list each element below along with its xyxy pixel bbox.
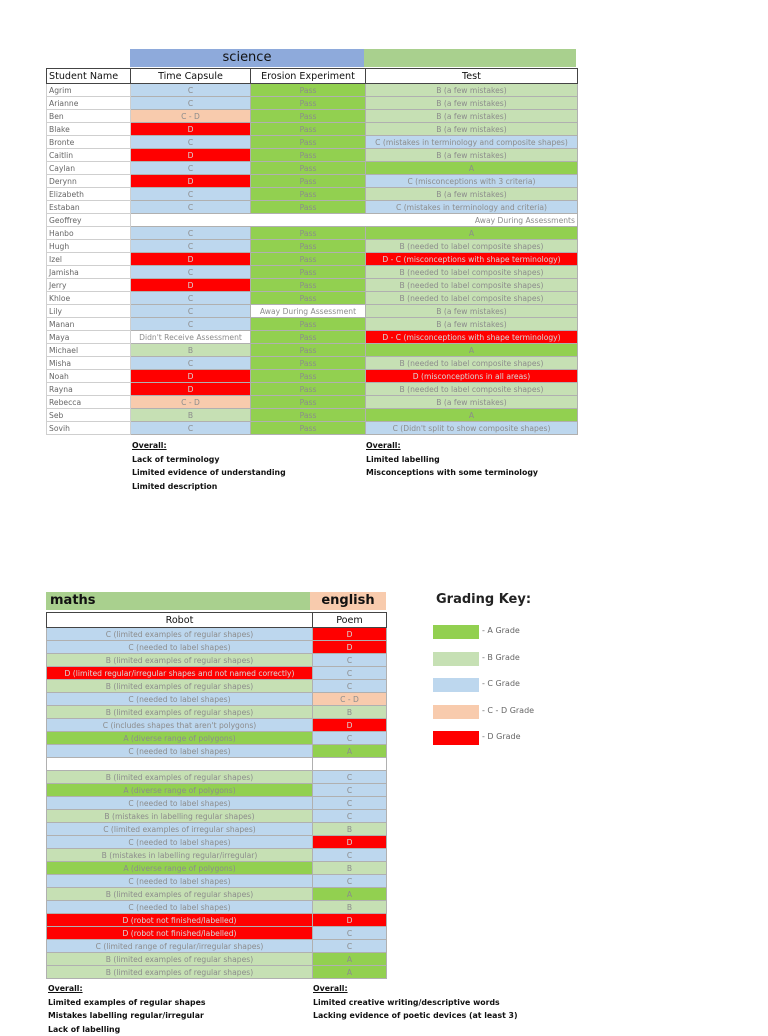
time-capsule-grade: C - D (131, 396, 251, 409)
student-name: Derynn (47, 175, 131, 188)
overall-note: Lacking evidence of poetic devices (at least 3) (313, 1009, 518, 1023)
grade-swatch (433, 678, 479, 692)
erosion-experiment-grade: Pass (251, 279, 366, 292)
table-row (47, 292, 578, 305)
test-grade: D (misconceptions in all areas) (366, 370, 578, 383)
student-name: Noah (47, 370, 131, 383)
table-row (47, 162, 578, 175)
poem-grade: C (313, 810, 387, 823)
table-row (47, 654, 387, 667)
table-row (47, 188, 578, 201)
test-grade: A (366, 162, 578, 175)
test-grade: B (a few mistakes) (366, 396, 578, 409)
student-name: Rayna (47, 383, 131, 396)
test-grade: A (366, 409, 578, 422)
overall-note: Misconceptions with some terminology (366, 466, 538, 480)
table-row (47, 409, 578, 422)
poem-grade: A (313, 745, 387, 758)
robot-header: Robot (47, 613, 313, 628)
time-capsule-grade: C (131, 292, 251, 305)
time-capsule-grade: C (131, 305, 251, 318)
grade-label: - A Grade (482, 626, 520, 635)
test-grade: B (a few mistakes) (366, 318, 578, 331)
table-row (47, 136, 578, 149)
student-name: Manan (47, 318, 131, 331)
robot-grade: B (limited examples of regular shapes) (47, 953, 313, 966)
time-capsule-grade: D (131, 123, 251, 136)
test-grade: B (a few mistakes) (366, 110, 578, 123)
robot-grade: B (limited examples of regular shapes) (47, 706, 313, 719)
table-row (47, 914, 387, 927)
absence-note: Away During Assessments (131, 214, 578, 227)
robot-grade: C (limited range of regular/irregular shapes) (47, 940, 313, 953)
time-capsule-grade: D (131, 370, 251, 383)
table-row (47, 331, 578, 344)
table-row (47, 901, 387, 914)
time-capsule-grade: C (131, 136, 251, 149)
time-capsule-grade: D (131, 149, 251, 162)
table-row (47, 253, 578, 266)
erosion-experiment-grade: Pass (251, 253, 366, 266)
poem-grade: D (313, 914, 387, 927)
time-capsule-grade: C (131, 318, 251, 331)
table-row (47, 149, 578, 162)
table-row (47, 357, 578, 370)
poem-grade: D (313, 641, 387, 654)
erosion-experiment-grade: Pass (251, 227, 366, 240)
overall-heading: Overall: (48, 982, 206, 996)
table-row (47, 849, 387, 862)
overall-note: Mistakes labelling regular/irregular (48, 1009, 206, 1023)
overall-heading: Overall: (132, 439, 286, 453)
robot-grade: C (needed to label shapes) (47, 836, 313, 849)
poem-grade: D (313, 836, 387, 849)
grading-key-title: Grading Key: (436, 592, 531, 607)
robot-grade: D (robot not finished/labelled) (47, 914, 313, 927)
time-capsule-grade: C (131, 266, 251, 279)
time-capsule-grade: D (131, 253, 251, 266)
erosion-experiment-grade: Pass (251, 162, 366, 175)
table-row (47, 370, 578, 383)
test-grade: C (misconceptions with 3 criteria) (366, 175, 578, 188)
time-capsule-grade: C - D (131, 110, 251, 123)
robot-grade: C (limited examples of irregular shapes) (47, 823, 313, 836)
time-capsule-grade: C (131, 188, 251, 201)
erosion-experiment-grade: Pass (251, 240, 366, 253)
table-row (47, 797, 387, 810)
student-name: Misha (47, 357, 131, 370)
table-row (47, 110, 578, 123)
time-capsule-grade: C (131, 357, 251, 370)
robot-grade: C (needed to label shapes) (47, 693, 313, 706)
table-row (47, 940, 387, 953)
student-name: Izel (47, 253, 131, 266)
table-row (47, 719, 387, 732)
poem-grade: B (313, 862, 387, 875)
table-row (47, 305, 578, 318)
robot-grade: C (needed to label shapes) (47, 875, 313, 888)
poem-grade: C (313, 771, 387, 784)
table-row (47, 875, 387, 888)
poem-grade: D (313, 719, 387, 732)
poem-grade: A (313, 966, 387, 979)
table-row (47, 667, 387, 680)
table-row (47, 732, 387, 745)
overall-heading: Overall: (366, 439, 538, 453)
robot-grade (47, 758, 313, 771)
test-grade: C (mistakes in terminology and criteria) (366, 201, 578, 214)
robot-grade: B (limited examples of regular shapes) (47, 966, 313, 979)
table-row (47, 318, 578, 331)
erosion-experiment-header: Erosion Experiment (251, 69, 366, 84)
erosion-experiment-grade: Pass (251, 370, 366, 383)
test-grade: B (a few mistakes) (366, 97, 578, 110)
poem-grade: B (313, 901, 387, 914)
table-row (47, 680, 387, 693)
poem-grade: C (313, 875, 387, 888)
test-grade: B (needed to label composite shapes) (366, 292, 578, 305)
test-grade: A (366, 344, 578, 357)
table-row (47, 745, 387, 758)
table-row (47, 953, 387, 966)
table-row (47, 784, 387, 797)
poem-grade: C (313, 940, 387, 953)
table-row (47, 214, 578, 227)
test-grade: B (needed to label composite shapes) (366, 357, 578, 370)
overall-note: Limited description (132, 480, 286, 494)
time-capsule-grade: D (131, 383, 251, 396)
table-row (47, 97, 578, 110)
time-capsule-grade: D (131, 175, 251, 188)
test-grade: B (needed to label composite shapes) (366, 240, 578, 253)
test-grade: B (needed to label composite shapes) (366, 383, 578, 396)
erosion-experiment-grade: Pass (251, 266, 366, 279)
table-row (47, 706, 387, 719)
table-row (47, 344, 578, 357)
erosion-experiment-grade: Pass (251, 357, 366, 370)
student-name: Estaban (47, 201, 131, 214)
student-name: Seb (47, 409, 131, 422)
poem-grade: D (313, 628, 387, 641)
time-capsule-grade: C (131, 97, 251, 110)
table-row (47, 422, 578, 435)
student-name: Caitlin (47, 149, 131, 162)
robot-grade: A (diverse range of polygons) (47, 732, 313, 745)
poem-grade: A (313, 888, 387, 901)
time-capsule-grade: C (131, 227, 251, 240)
student-name: Agrim (47, 84, 131, 97)
test-grade: B (needed to label composite shapes) (366, 266, 578, 279)
test-grade: D - C (misconceptions with shape terminology) (366, 331, 578, 344)
erosion-experiment-grade: Pass (251, 175, 366, 188)
poem-grade: C (313, 927, 387, 940)
student-name: Michael (47, 344, 131, 357)
robot-grade: C (includes shapes that aren't polygons) (47, 719, 313, 732)
erosion-experiment-grade: Pass (251, 396, 366, 409)
time-capsule-grade: C (131, 240, 251, 253)
erosion-experiment-grade: Pass (251, 422, 366, 435)
grade-swatch (433, 652, 479, 666)
poem-grade: C (313, 849, 387, 862)
erosion-experiment-grade: Pass (251, 292, 366, 305)
grade-label: - C - D Grade (482, 706, 534, 715)
student-name: Maya (47, 331, 131, 344)
table-row (47, 84, 578, 97)
grade-swatch (433, 625, 479, 639)
robot-grade: D (robot not finished/labelled) (47, 927, 313, 940)
student-name: Sovih (47, 422, 131, 435)
poem-grade: C (313, 654, 387, 667)
table-row (47, 279, 578, 292)
overall-heading: Overall: (313, 982, 518, 996)
grade-label: - C Grade (482, 679, 520, 688)
table-row (47, 240, 578, 253)
time-capsule-grade: B (131, 344, 251, 357)
student-name: Hanbo (47, 227, 131, 240)
maths-overall (48, 982, 206, 1036)
student-name: Arianne (47, 97, 131, 110)
table-row (47, 266, 578, 279)
test-grade: B (a few mistakes) (366, 123, 578, 136)
erosion-experiment-grade: Pass (251, 188, 366, 201)
table-row (47, 927, 387, 940)
time-capsule-grade: C (131, 162, 251, 175)
maths-english-grades-table (46, 612, 387, 979)
robot-grade: C (needed to label shapes) (47, 797, 313, 810)
science-banner-fill (364, 49, 576, 67)
grade-label: - B Grade (482, 653, 520, 662)
science-grades-table (46, 68, 578, 435)
test-grade: C (Didn't split to show composite shapes) (366, 422, 578, 435)
student-name: Geoffrey (47, 214, 131, 227)
student-name: Lily (47, 305, 131, 318)
table-row (47, 810, 387, 823)
time-capsule-grade: C (131, 84, 251, 97)
overall-note: Limited examples of regular shapes (48, 996, 206, 1010)
erosion-experiment-grade: Pass (251, 123, 366, 136)
overall-note: Lack of terminology (132, 453, 286, 467)
erosion-experiment-grade: Pass (251, 344, 366, 357)
overall-note: Limited creative writing/descriptive words (313, 996, 518, 1010)
overall-note: Lack of labelling (48, 1023, 206, 1036)
poem-grade: A (313, 953, 387, 966)
robot-grade: B (limited examples of regular shapes) (47, 654, 313, 667)
test-grade: C (mistakes in terminology and composite shapes) (366, 136, 578, 149)
student-name: Jamisha (47, 266, 131, 279)
science-overall-right (366, 439, 538, 480)
erosion-experiment-grade: Pass (251, 97, 366, 110)
table-row (47, 888, 387, 901)
time-capsule-grade: Didn't Receive Assessment (131, 331, 251, 344)
test-grade: B (a few mistakes) (366, 84, 578, 97)
test-grade: B (a few mistakes) (366, 149, 578, 162)
science-overall-left (132, 439, 286, 493)
test-grade: B (needed to label composite shapes) (366, 279, 578, 292)
student-name: Caylan (47, 162, 131, 175)
student-name: Rebecca (47, 396, 131, 409)
robot-grade: B (limited examples of regular shapes) (47, 680, 313, 693)
science-header-row (47, 69, 578, 84)
poem-grade: C - D (313, 693, 387, 706)
table-row (47, 641, 387, 654)
erosion-experiment-grade: Pass (251, 110, 366, 123)
test-grade: B (a few mistakes) (366, 305, 578, 318)
student-name: Elizabeth (47, 188, 131, 201)
overall-note: Limited evidence of understanding (132, 466, 286, 480)
time-capsule-grade: B (131, 409, 251, 422)
table-row (47, 836, 387, 849)
table-row (47, 966, 387, 979)
erosion-experiment-grade: Pass (251, 383, 366, 396)
robot-grade: D (limited regular/irregular shapes and not named correctly) (47, 667, 313, 680)
erosion-experiment-grade: Pass (251, 136, 366, 149)
robot-grade: A (diverse range of polygons) (47, 862, 313, 875)
erosion-experiment-grade: Pass (251, 409, 366, 422)
time-capsule-grade: C (131, 201, 251, 214)
poem-grade: C (313, 797, 387, 810)
grade-swatch (433, 731, 479, 745)
table-row (47, 693, 387, 706)
table-row (47, 123, 578, 136)
erosion-experiment-grade: Pass (251, 318, 366, 331)
poem-grade: C (313, 784, 387, 797)
robot-grade: C (needed to label shapes) (47, 745, 313, 758)
table-row (47, 823, 387, 836)
poem-grade: C (313, 732, 387, 745)
table-row (47, 771, 387, 784)
poem-grade: B (313, 706, 387, 719)
english-overall (313, 982, 518, 1023)
robot-grade: B (limited examples of regular shapes) (47, 771, 313, 784)
erosion-experiment-grade: Pass (251, 84, 366, 97)
table-row (47, 383, 578, 396)
time-capsule-grade: C (131, 422, 251, 435)
test-grade: D - C (misconceptions with shape terminology) (366, 253, 578, 266)
robot-grade: C (limited examples of regular shapes) (47, 628, 313, 641)
erosion-experiment-grade: Pass (251, 331, 366, 344)
robot-grade: C (needed to label shapes) (47, 901, 313, 914)
grade-label: - D Grade (482, 732, 521, 741)
poem-header: Poem (313, 613, 387, 628)
poem-grade (313, 758, 387, 771)
robot-grade: B (mistakes in labelling regular shapes) (47, 810, 313, 823)
erosion-experiment-grade: Pass (251, 201, 366, 214)
student-name-header: Student Name (47, 69, 131, 84)
test-grade: B (a few mistakes) (366, 188, 578, 201)
table-row (47, 175, 578, 188)
erosion-experiment-grade: Away During Assessment (251, 305, 366, 318)
student-name: Blake (47, 123, 131, 136)
student-name: Ben (47, 110, 131, 123)
maths-banner: maths (46, 592, 310, 610)
erosion-experiment-grade: Pass (251, 149, 366, 162)
student-name: Bronte (47, 136, 131, 149)
robot-grade: B (mistakes in labelling regular/irregular) (47, 849, 313, 862)
time-capsule-header: Time Capsule (131, 69, 251, 84)
english-banner: english (310, 592, 386, 610)
table-row (47, 758, 387, 771)
student-name: Khloe (47, 292, 131, 305)
poem-grade: B (313, 823, 387, 836)
student-name: Jerry (47, 279, 131, 292)
time-capsule-grade: D (131, 279, 251, 292)
robot-grade: B (limited examples of regular shapes) (47, 888, 313, 901)
table-row (47, 201, 578, 214)
test-header: Test (366, 69, 578, 84)
robot-grade: A (diverse range of polygons) (47, 784, 313, 797)
student-name: Hugh (47, 240, 131, 253)
test-grade: A (366, 227, 578, 240)
table-row (47, 628, 387, 641)
table-row (47, 862, 387, 875)
maths-english-header-row (47, 613, 387, 628)
table-row (47, 396, 578, 409)
poem-grade: C (313, 667, 387, 680)
science-banner: science (130, 49, 364, 67)
overall-note: Limited labelling (366, 453, 538, 467)
robot-grade: C (needed to label shapes) (47, 641, 313, 654)
grade-swatch (433, 705, 479, 719)
poem-grade: C (313, 680, 387, 693)
table-row (47, 227, 578, 240)
